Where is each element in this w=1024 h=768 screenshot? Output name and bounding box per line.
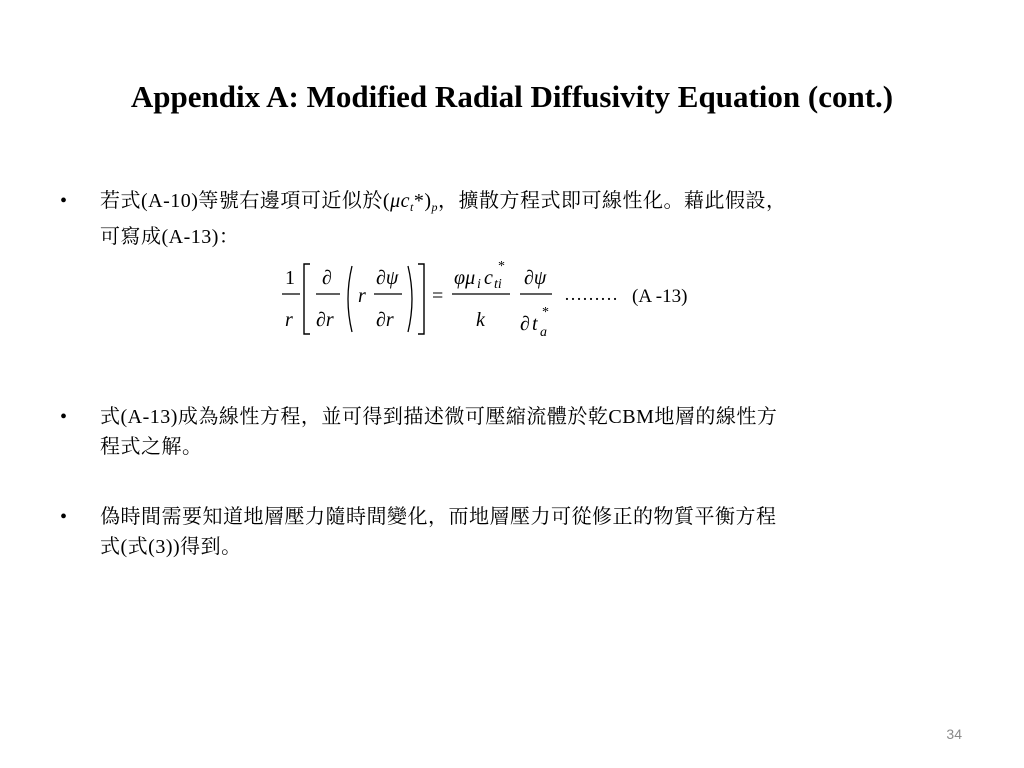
- eq-partial-t: ∂: [520, 313, 530, 335]
- slide-title: Appendix A: Modified Radial Diffusivity Equation (cont.): [130, 79, 894, 114]
- eq-dpsi-1: ∂ψ: [376, 267, 399, 289]
- bullet-3-line-2: 式(式(3))得到。: [100, 536, 242, 558]
- eq-partial: ∂: [322, 267, 332, 289]
- bullet-1-sub-t: t: [410, 200, 414, 214]
- eq-star-2: *: [542, 305, 549, 320]
- bullet-text-3: [100, 502, 960, 562]
- bullet-1-star: *): [413, 190, 432, 212]
- eq-partial-r-1: ∂r: [316, 309, 334, 331]
- eq-one: 1: [285, 267, 295, 289]
- bullet-text-1: [100, 186, 960, 252]
- bullet-icon: •: [60, 190, 68, 212]
- bullet-1-line-2: 可寫成(A-13)：: [100, 226, 240, 248]
- eq-phi-mu: φμ: [454, 267, 476, 289]
- eq-r-inner: r: [358, 285, 366, 307]
- eq-star-1: *: [498, 259, 505, 274]
- bullet-text-2: [100, 402, 960, 462]
- eq-c: c: [484, 267, 493, 289]
- bullet-icon: •: [60, 406, 68, 428]
- eq-label: (A -13): [632, 286, 688, 307]
- eq-dpsi-2: ∂ψ: [524, 267, 547, 289]
- eq-k: k: [476, 309, 485, 331]
- equation-graphic: [280, 256, 740, 348]
- bullet-3-line-1: 偽時間需要知道地層壓力隨時間變化，而地層壓力可從修正的物質平衡方程: [100, 506, 777, 528]
- eq-partial-r-2: ∂r: [376, 309, 394, 331]
- bullet-1-mu: μc: [390, 190, 411, 212]
- eq-sub-a: a: [540, 325, 547, 340]
- equation-a13: [280, 256, 740, 348]
- bullet-1-sub-p: p: [431, 200, 439, 214]
- bullet-1-text-a: 若式(A-10)等號右邊項可近似於(: [100, 190, 391, 212]
- bullet-2-line-1: 式(A-13)成為線性方程，並可得到描述微可壓縮流體於乾CBM地層的線性方: [100, 406, 778, 428]
- page-number: 34: [946, 726, 962, 742]
- eq-r-denominator: r: [285, 309, 293, 331]
- bullet-2-line-2: 程式之解。: [100, 436, 203, 458]
- bullet-1-text-b: ，擴散方程式即可線性化。藉此假設，: [438, 190, 787, 212]
- eq-equals: =: [432, 285, 444, 307]
- eq-dots: ………: [564, 284, 618, 304]
- eq-sub-i: i: [477, 277, 481, 292]
- bullet-icon: •: [60, 506, 68, 528]
- eq-t: t: [532, 313, 538, 335]
- eq-sub-ti: ti: [494, 277, 502, 292]
